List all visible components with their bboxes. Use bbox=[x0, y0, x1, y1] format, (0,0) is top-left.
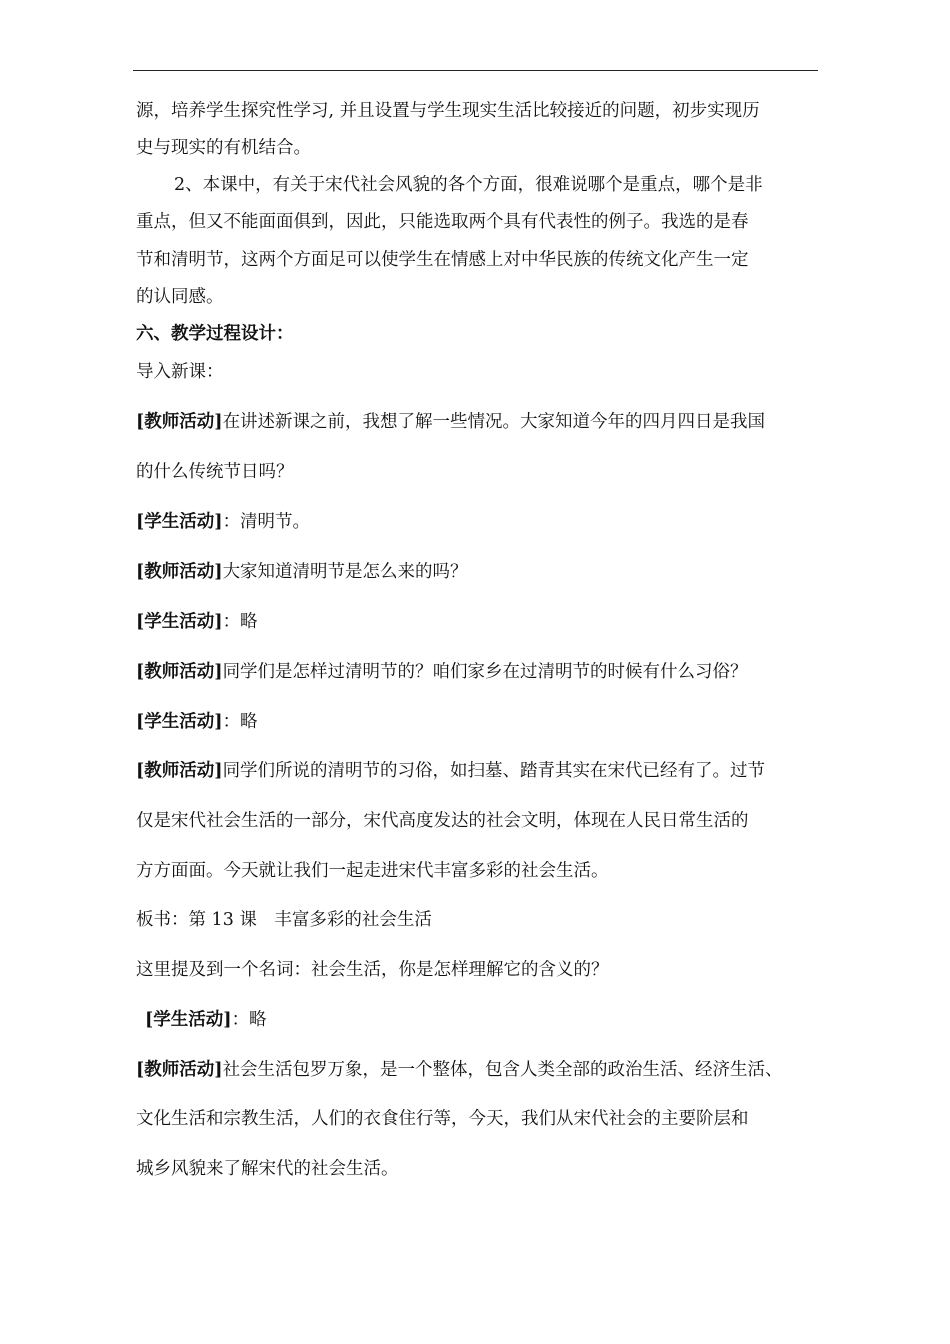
student-activity bbox=[145, 1009, 267, 1031]
activity-text: 同学们所说的清明节的习俗，如扫墓、踏青其实在宋代已经有了。过节 bbox=[222, 761, 766, 781]
student-activity bbox=[136, 511, 310, 533]
paragraph-line: 节和清明节，这两个方面足可以使学生在情感上对中华民族的传统文化产生一定 bbox=[136, 250, 749, 270]
activity-text: 大家知道清明节是怎么来的吗？ bbox=[222, 562, 468, 582]
activity-text: ：略 bbox=[222, 612, 258, 632]
header-rule bbox=[133, 70, 818, 71]
teacher-activity bbox=[136, 661, 748, 683]
paragraph-line: 的认同感。 bbox=[136, 287, 224, 307]
activity-text: 同学们是怎样过清明节的？咱们家乡在过清明节的时候有什么习俗？ bbox=[222, 662, 748, 682]
activity-text: 社会生活包罗万象，是一个整体，包含人类全部的政治生活、经济生活、 bbox=[222, 1060, 783, 1080]
paragraph-line: 重点，但又不能面面俱到，因此，只能选取两个具有代表性的例子。我选的是春 bbox=[136, 212, 749, 232]
student-label: [学生活动] bbox=[136, 512, 223, 532]
paragraph-line: 2、本课中，有关于宋代社会风貌的各个方面，很难说哪个是重点，哪个是非 bbox=[174, 175, 763, 195]
teacher-label: [教师活动] bbox=[136, 662, 223, 682]
student-label: [学生活动] bbox=[136, 712, 223, 732]
paragraph-line: 源，培养学生探究性学习, 并且设置与学生现实生活比较接近的问题，初步实现历 bbox=[136, 101, 760, 121]
teacher-label: [教师活动] bbox=[136, 412, 223, 432]
paragraph-line: 城乡风貌来了解宋代的社会生活。 bbox=[136, 1159, 399, 1179]
paragraph-line: 方方面面。今天就让我们一起走进宋代丰富多彩的社会生活。 bbox=[136, 861, 609, 881]
paragraph-line: 文化生活和宗教生活，人们的衣食住行等，今天，我们从宋代社会的主要阶层和 bbox=[136, 1109, 749, 1129]
student-label: [学生活动] bbox=[136, 612, 223, 632]
paragraph-line: 仅是宋代社会生活的一部分，宋代高度发达的社会文明，体现在人民日常生活的 bbox=[136, 811, 749, 831]
teacher-activity bbox=[136, 411, 765, 433]
teacher-label: [教师活动] bbox=[136, 1060, 223, 1080]
section-intro: 导入新课： bbox=[136, 362, 224, 382]
student-activity bbox=[136, 611, 258, 633]
board-note: 板书：第 13 课 丰富多彩的社会生活 bbox=[136, 910, 432, 930]
teacher-label: [教师活动] bbox=[136, 761, 223, 781]
teacher-activity bbox=[136, 760, 765, 782]
paragraph-line: 史与现实的有机结合。 bbox=[136, 138, 311, 158]
section-heading: 六、教学过程设计： bbox=[136, 324, 294, 344]
activity-text: 在讲述新课之前，我想了解一些情况。大家知道今年的四月四日是我国 bbox=[222, 412, 766, 432]
paragraph-line: 的什么传统节日吗？ bbox=[136, 462, 294, 482]
teacher-label: [教师活动] bbox=[136, 562, 223, 582]
activity-text: ：略 bbox=[231, 1010, 267, 1030]
student-activity bbox=[136, 711, 258, 733]
student-label: [学生活动] bbox=[145, 1010, 232, 1030]
teacher-activity bbox=[136, 561, 468, 583]
question-line: 这里提及到一个名词：社会生活，你是怎样理解它的含义的？ bbox=[136, 960, 609, 980]
activity-text: ：清明节。 bbox=[222, 512, 311, 532]
activity-text: ：略 bbox=[222, 712, 258, 732]
teacher-activity bbox=[136, 1059, 783, 1081]
